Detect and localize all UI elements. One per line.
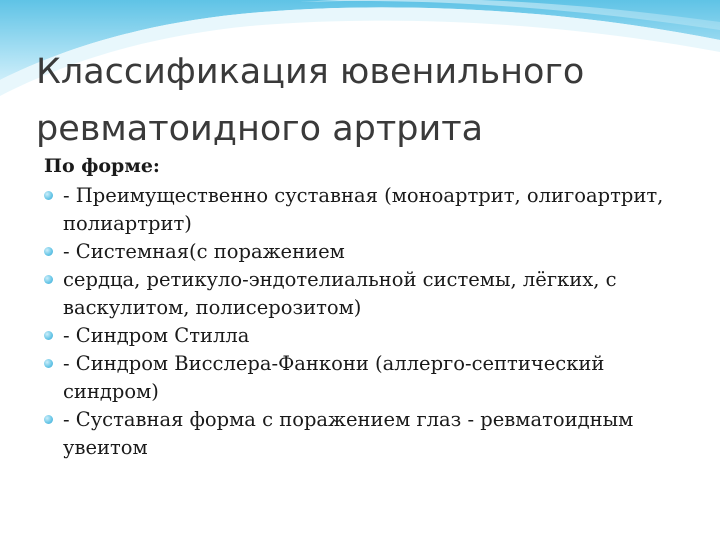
subheading: По форме: <box>44 155 160 177</box>
list-item <box>44 350 704 406</box>
list-item <box>44 266 704 322</box>
list-item <box>44 322 704 350</box>
list-item-text: - Синдром Стилла <box>63 324 250 347</box>
bullet-dot-icon <box>44 415 53 424</box>
bullet-dot-icon <box>44 359 53 368</box>
bullet-dot-icon <box>44 247 53 256</box>
list-item-text: сердца, ретикуло-эндотелиальной системы, лёгких, с васкулитом, полисерозитом) <box>63 268 617 319</box>
bullet-list <box>44 182 704 462</box>
slide-title: Классификация ювенильного ревматоидного артрита <box>36 52 585 149</box>
list-item-text: - Суставная форма с поражением глаз - ревматоидным увеитом <box>63 408 634 459</box>
bullet-dot-icon <box>44 275 53 284</box>
list-item-text: - Синдром Висслера-Фанкони (аллерго-септический синдром) <box>63 352 605 403</box>
list-item-text: - Системная(с поражением <box>63 240 345 263</box>
list-item <box>44 182 704 238</box>
bullet-dot-icon <box>44 331 53 340</box>
list-item <box>44 238 704 266</box>
content-body <box>44 152 704 462</box>
list-item <box>44 406 704 462</box>
list-item-text: - Преимущественно суставная (моноартрит, олигоартрит, полиартрит) <box>63 184 664 235</box>
bullet-dot-icon <box>44 191 53 200</box>
